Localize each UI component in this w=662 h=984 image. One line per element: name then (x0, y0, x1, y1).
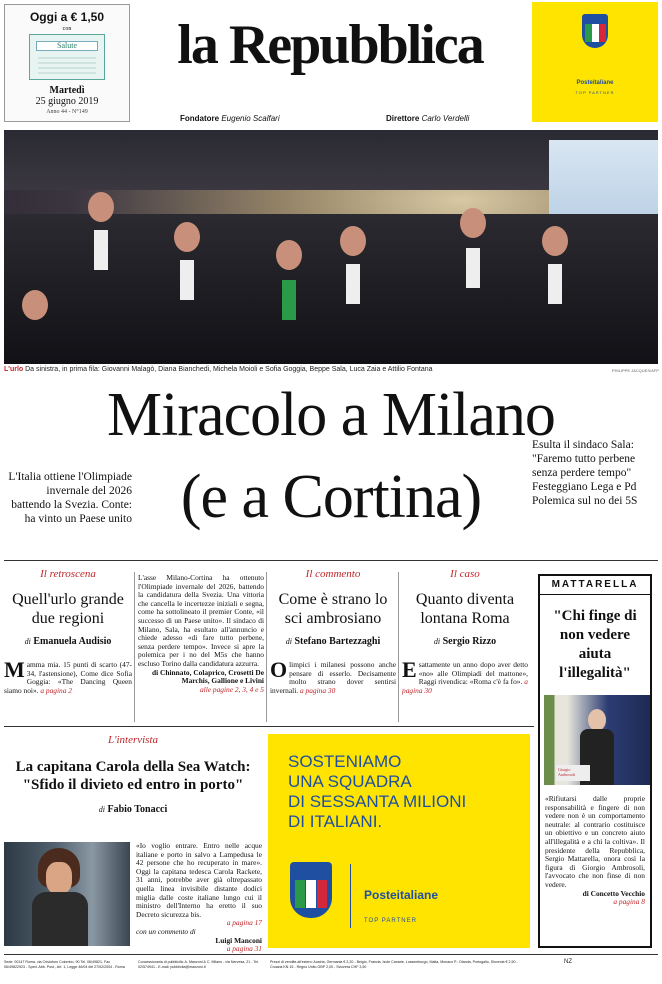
footer-col: Prezzi di vendita all'estero: Austria, Germania € 2,20 - Belgio, Francia, Isole Canarie, Lussemburgo, Malta, Monaco P., Olanda, Portogallo, Slovenia € 2,50 - Croazia KN 15 - Regno Unito GBP 2,00 - Svizzera CHF 3,50 (270, 960, 518, 969)
direttore (386, 114, 469, 123)
main-headline[interactable]: Miracolo a Milano (107, 381, 555, 449)
article-body: «Rifiutarsi dalle proprie responsabilità e fingere di non vedere non è un comportamento neutrale: al contrario costituisce un obiettivo e un concreto aiuto all'illegalità e a chi la coltiva». Il presidente della Repubblica, Sergio Mattarella, onora così la figura di Giorgio Ambrosoli, l'avvocato che non finse di non vedere. (545, 794, 645, 889)
article-lead-text[interactable] (138, 574, 264, 694)
byline (270, 636, 396, 647)
sponsor-tag: TOP PARTNER (575, 90, 615, 95)
article-body: L'asse Milano-Cortina ha ottenuto l'Olimpiade invernale del 2026, battendo la candidatura della Svezia. Una vittoria che cancella le incertezze iniziali e segna, come ha sottolineato il premier Conte, «il successo di un Paese unito». Il sindaco di Milano, Sala, ha esultato all'annuncio e chiede adesso «di fare tutto perbene, senza perdere tempo». Invece si apre la polemica per i no del M5s che hanno escluso Torino dalla candidatura azzurra. (138, 573, 264, 668)
body-text: limpici i milanesi possono anche pensare di esserlo. Decisamente molto strano dover sentirsi invernali. (270, 660, 396, 695)
carola-photo (4, 842, 130, 946)
article-title[interactable]: Quell'urlo grande due regioni (12, 591, 124, 627)
mattarella-box[interactable] (538, 574, 652, 948)
ad-slogan-line: DI SESSANTA MILIONI (288, 792, 467, 811)
page-ref[interactable]: a pagina 2 (40, 685, 72, 695)
kicker: Il retroscena (40, 568, 96, 580)
kicker: L'intervista (107, 734, 159, 746)
issue-label: Anno 44 - N°149 (46, 109, 88, 115)
byline-prefix: di (433, 637, 441, 646)
photo-plate: Giorgio Ambrosoli (556, 765, 590, 781)
footer (4, 954, 658, 982)
divider (134, 572, 135, 722)
fondatore (180, 114, 280, 123)
subheadline-right: Esulta il sindaco Sala: "Faremo tutto perbene senza perdere tempo" Festeggiano Lega e Pd Polemica sul no dei 5S (532, 439, 638, 507)
dropcap: M (4, 657, 25, 682)
page-ref[interactable]: a pagina 30 (402, 677, 528, 695)
body-text: sattamente un anno dopo aver detto «no» alle Olimpiadi del mattone», Raggi rivendica: «Roma c'è fa fo». (418, 660, 528, 687)
ad-slogan-line: UNA SQUADRA (288, 772, 412, 791)
sponsor-box (532, 2, 658, 122)
article-caso[interactable] (402, 568, 528, 695)
divider (398, 572, 399, 722)
fondatore-name: Eugenio Scalfari (221, 114, 280, 123)
page-ref[interactable]: alle pagine 2, 3, 4 e 5 (199, 684, 264, 694)
comment-label: con un commento di (136, 926, 196, 936)
article-authors: di Chinnato, Colaprico, Crosetti De Marchis, Gallione e Livini (152, 667, 264, 686)
salute-supplement (29, 34, 105, 80)
footer-col: Concessionaria di pubblicità: A. Manzoni & C. Milano - via Nervesa, 21 - Tel. 02/574941 - E-mail: pubblicita@manzoni.it (138, 960, 259, 969)
divider (4, 560, 658, 561)
article-intervista[interactable] (4, 734, 262, 815)
article-retroscena[interactable] (4, 568, 132, 695)
ad-slogan-line: DI ITALIANI. (288, 812, 383, 831)
supplement-cover-lines (38, 57, 96, 75)
newspaper-masthead: la Repubblica (177, 14, 483, 76)
byline-prefix: di (98, 805, 105, 814)
direttore-label: Direttore (386, 114, 420, 123)
divider (4, 726, 534, 727)
divider (266, 572, 267, 722)
article-title[interactable]: Quanto diventa lontana Roma (415, 591, 515, 627)
byline (402, 636, 528, 647)
byline-prefix: di (24, 637, 31, 646)
quote-headline[interactable]: "Chi finge di non vedere aiuta l'illegalità" (553, 608, 637, 681)
supplement-title: Salute (36, 41, 98, 51)
direttore-name: Carlo Verdelli (421, 114, 470, 123)
ad-tag: TOP PARTNER (364, 918, 417, 924)
byline-author: Emanuela Audisio (33, 636, 112, 647)
page-ref[interactable]: a pagina 30 (299, 685, 336, 695)
caption-text: Da sinistra, in prima fila: Giovanni Malagò, Diana Bianchedi, Michela Moioli e Sofia Goggia, Beppe Sala, Luca Zaia e Attilio Fontana (25, 366, 433, 373)
ad-slogan-line: SOSTENIAMO (288, 752, 402, 771)
body-text: amma mia. 15 punti di scarto (47-34, l'astensione), Come dice Sofia Goggia: «The Dancing Queen siamo noi». (4, 660, 132, 695)
kicker: Il caso (450, 568, 480, 580)
photo-credit: PHILIPPE JACQUES/AFP (612, 368, 659, 373)
main-headline-second-line[interactable]: (e a Cortina) (180, 463, 482, 531)
price-con: con (62, 26, 72, 32)
byline-author: Stefano Bartezzaghi (294, 636, 381, 647)
sponsor-name: Posteitaliane (576, 80, 614, 86)
poste-advert[interactable] (268, 734, 530, 948)
caption-label: L'urlo (4, 366, 24, 373)
dropcap: E (402, 657, 417, 682)
kicker: MATTARELLA (540, 576, 650, 595)
ad-brand: Posteitaliane (364, 888, 439, 902)
article-title[interactable]: La capitana Carola della Sea Watch: "Sfido il divieto ed entro in porto" (15, 759, 251, 793)
byline: di Concetto Vecchio (582, 888, 645, 898)
article-body (4, 657, 132, 695)
dropcap: O (270, 657, 288, 682)
byline-prefix: di (285, 637, 292, 646)
price-label: Oggi a € 1,50 (29, 10, 105, 24)
byline-author: Fabio Tonacci (107, 804, 168, 815)
italia-shield-icon (290, 862, 332, 918)
mattarella-photo (544, 695, 650, 785)
day-label: Martedì (49, 85, 85, 96)
page-ref[interactable]: a pagina 8 (613, 897, 645, 907)
divider (350, 864, 351, 928)
italia-shield-icon (582, 14, 608, 48)
price-box (4, 4, 130, 122)
fondatore-label: Fondatore (180, 114, 220, 123)
byline-author: Sergio Rizzo (442, 636, 497, 647)
lead-photo (4, 130, 658, 364)
footer-col: Sede: 00147 Roma, via Cristoforo Colombo, 90 Tel. 06/49821, Fax 06/49822923 - Sped. Abb. Post., Art. 1, Legge 46/04 del 27/02/2004 - Roma (4, 960, 125, 969)
article-title[interactable]: Come è strano lo sci ambrosiano (278, 591, 388, 627)
article-commento[interactable] (270, 568, 396, 695)
byline (4, 636, 132, 647)
kicker: Il commento (305, 568, 361, 580)
article-body: «Io voglio entrare. Entro nelle acque italiane e porto in salvo a Lampedusa le 42 persone che ho recuperato in mare». Oggi la capitana tedesca Carola Rackete, 31 anni, potrebbe aver già oltrepassato quella linea invisibile distante dodici miglia dalle coste italiane lungo cui il ministro dell'Interno ha eretto il suo Decreto sicurezza bis. (136, 841, 262, 919)
article-body (402, 657, 528, 695)
date-label: 25 giugno 2019 (35, 96, 99, 107)
page-ref[interactable]: a pagina 17 (226, 918, 262, 928)
subheadline-left: L'Italia ottiene l'Olimpiade invernale del 2026 battendo la Svezia. Conte: ha vinto un Paese unito (8, 471, 132, 525)
article-body (270, 657, 396, 695)
intervista-body (136, 842, 262, 954)
page-ref[interactable]: a pagina 31 (226, 944, 262, 954)
comment-author: Luigi Manconi (215, 935, 262, 945)
footer-page-code: NZ (564, 959, 572, 965)
byline (4, 804, 262, 815)
photo-caption (4, 366, 433, 373)
